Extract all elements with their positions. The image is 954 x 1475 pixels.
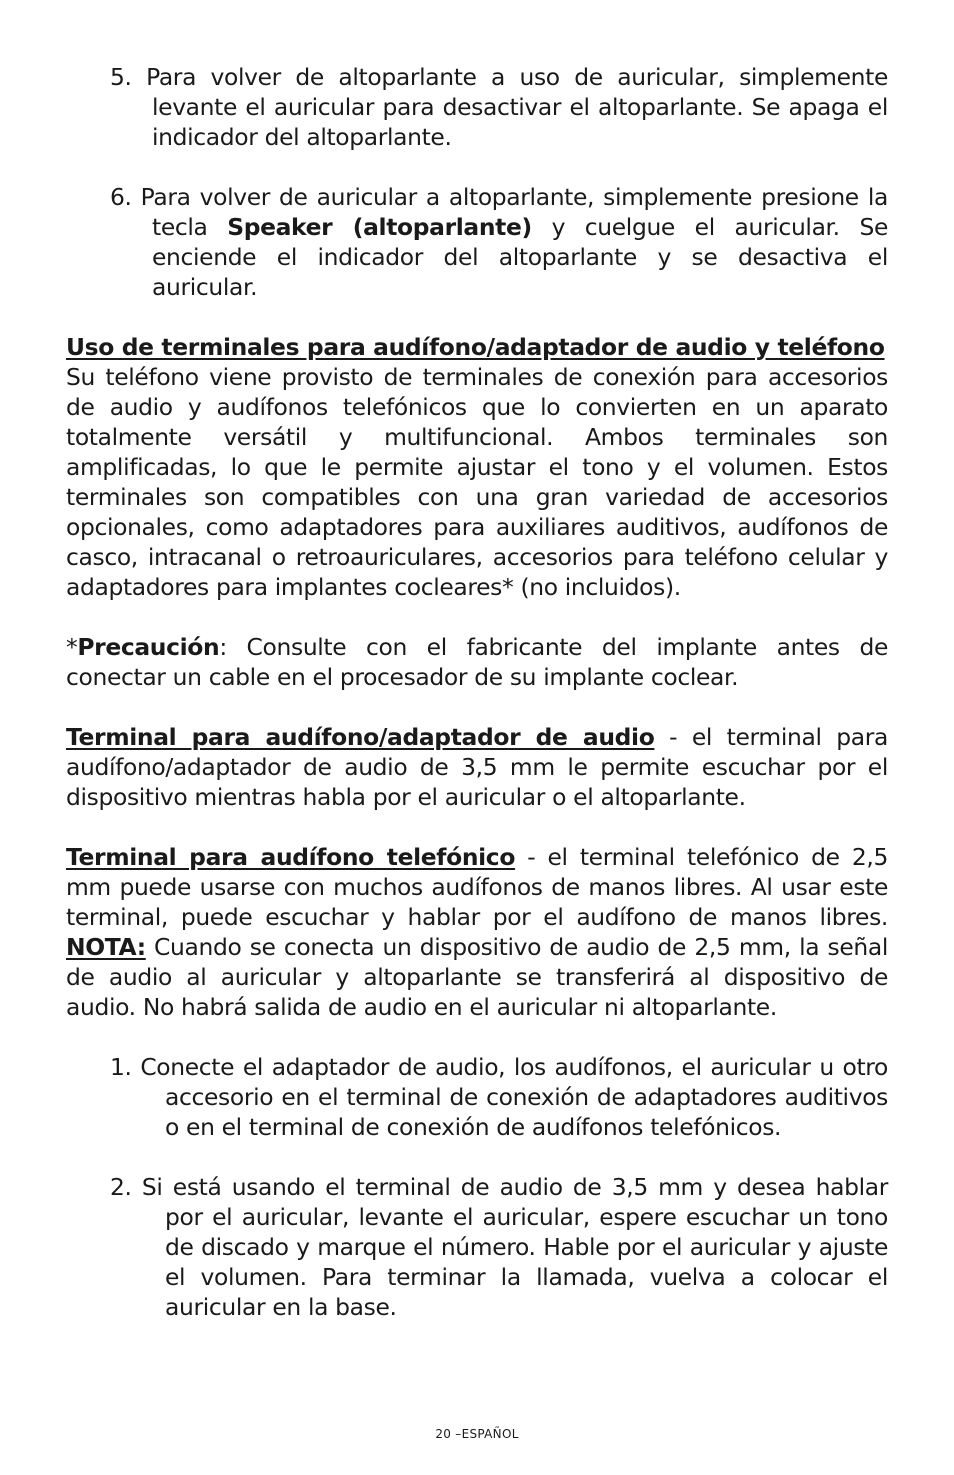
audio-terminal-paragraph — [66, 722, 888, 812]
step-6 — [110, 182, 888, 302]
step-6-number: 6. — [110, 183, 132, 211]
section-body: Su teléfono viene provisto de terminales de conexión para accesorios de audio y audífonos telefónicos que lo convierten en un aparato totalmente versátil y multifuncional. Ambos terminales son amplificadas, lo que le permite ajustar el tono y el volumen. Estos terminales son compatibles con una gran variedad de accesorios opcionales, como adaptadores para auxiliares auditivos, audífonos de casco, intracanal o retroauriculares, accesorios para teléfono celular y adaptadores para implantes cocleares* (no incluidos). — [66, 363, 888, 601]
caution-paragraph — [66, 632, 888, 692]
page-footer: 20 –ESPAÑOL — [435, 1427, 519, 1441]
audio-terminal-label: Terminal para audífono/adaptador de audio — [66, 723, 655, 751]
speaker-key-label: Speaker (altoparlante) — [227, 213, 532, 241]
phone-terminal-text: - el terminal telefónico de 2,5 mm puede usarse con muchos audífonos de manos libres. Al usar este terminal, puede escuchar y hablar por el audífono de manos libres. — [66, 843, 888, 931]
step-1 — [110, 1052, 888, 1142]
step-1-text: Conecte el adaptador de audio, los audífonos, el auricular u otro accesorio en el terminal de conexión de adaptadores auditivos o en el terminal de conexión de audífonos telefónicos. — [140, 1053, 888, 1141]
section-heading-text: Uso de terminales para audífono/adaptador de audio y teléfono — [66, 333, 885, 361]
step-2-text: Si está usando el terminal de audio de 3,5 mm y desea hablar por el auricular, levante el auricular, espere escuchar un tono de discado y marque el número. Hable por el auricular y ajuste el volumen. Para terminar la llamada, vuelva a colocar el auricular en la base. — [141, 1173, 888, 1321]
step-5 — [110, 62, 888, 152]
step-6-text-before: Para volver de auricular a altoparlante, simplemente presione la tecla — [140, 183, 888, 241]
step-6-text-after: y cuelgue el auricular. Se enciende el indicador del altoparlante y se desactiva el auricular. — [152, 213, 889, 301]
page-content — [66, 62, 888, 1322]
caution-text: : Consulte con el fabricante del implante antes de conectar un cable en el procesador de su implante coclear. — [66, 633, 888, 691]
section-heading — [66, 332, 888, 362]
phone-terminal-paragraph — [66, 842, 888, 1022]
step-1-number: 1. — [110, 1053, 132, 1081]
audio-terminal-text: - el terminal para audífono/adaptador de audio de 3,5 mm le permite escuchar por el dispositivo mientras habla por el auricular o el altoparlante. — [66, 723, 888, 811]
phone-terminal-label: Terminal para audífono telefónico — [66, 843, 516, 871]
caution-prefix: * — [66, 633, 78, 661]
step-5-text: Para volver de altoparlante a uso de auricular, simplemente levante el auricular para desactivar el altoparlante. Se apaga el indicador del altoparlante. — [146, 63, 888, 151]
step-2-number: 2. — [110, 1173, 132, 1201]
step-2 — [110, 1172, 888, 1322]
step-5-number: 5. — [110, 63, 132, 91]
caution-label: Precaución — [77, 633, 220, 661]
note-label: NOTA: — [66, 933, 146, 961]
note-text: Cuando se conecta un dispositivo de audio de 2,5 mm, la señal de audio al auricular y altoparlante se transferirá al dispositivo de audio. No habrá salida de audio en el auricular ni altoparlante. — [66, 933, 888, 1021]
